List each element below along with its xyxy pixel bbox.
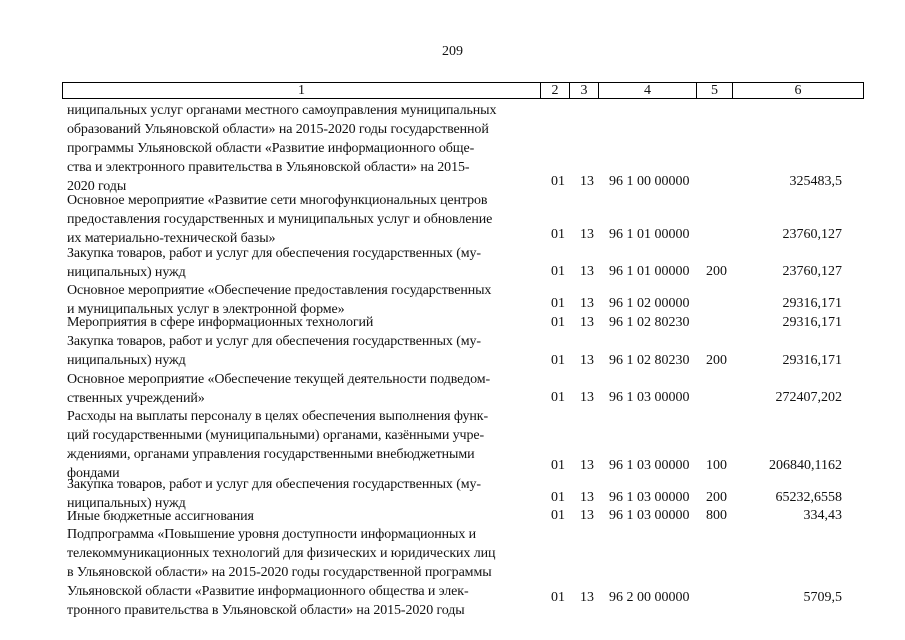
table-row [0, 507, 905, 525]
table-row [0, 407, 905, 481]
amount-value: 29316,171 [782, 315, 842, 330]
table-row [0, 191, 905, 244]
section-code: 01 [551, 227, 565, 242]
description-line: Закупка товаров, работ и услуг для обеспечения государственных (му- [67, 246, 481, 261]
description-line: ниципальных) нужд [67, 353, 186, 368]
section-code: 01 [551, 490, 565, 505]
section-code: 01 [551, 315, 565, 330]
table-row [0, 101, 905, 194]
target-article-code: 96 1 01 00000 [609, 227, 690, 242]
section-code: 01 [551, 296, 565, 311]
row-description [67, 191, 539, 248]
table-header-row [62, 82, 864, 99]
column-header-1: 1 [298, 83, 305, 98]
description-line: Закупка товаров, работ и услуг для обеспечения государственных (му- [67, 477, 481, 492]
column-header-2: 2 [540, 83, 569, 98]
column-header-6: 6 [732, 83, 863, 98]
description-line: Иные бюджетные ассигнования [67, 509, 254, 524]
amount-value: 29316,171 [782, 296, 842, 311]
description-line: их материально-технической базы» [67, 231, 276, 246]
column-header-5: 5 [696, 83, 732, 98]
description-line: Основное мероприятие «Развитие сети многофункциональных центров [67, 193, 488, 208]
row-description [67, 370, 539, 408]
expense-type-code: 200 [706, 490, 727, 505]
amount-value: 325483,5 [789, 174, 842, 189]
expense-type-code: 800 [706, 508, 727, 523]
target-article-code: 96 1 02 00000 [609, 296, 690, 311]
description-line: предоставления государственных и муниципальных услуг и обновление [67, 212, 493, 227]
row-description [67, 244, 539, 282]
row-description [67, 313, 539, 332]
amount-value: 206840,1162 [769, 458, 842, 473]
table-row [0, 525, 905, 618]
subsection-code: 13 [580, 296, 594, 311]
description-line: 2020 годы [67, 179, 127, 194]
row-description [67, 407, 539, 483]
target-article-code: 96 1 02 80230 [609, 315, 690, 330]
amount-value: 29316,171 [782, 353, 842, 368]
description-line: в Ульяновской области» на 2015-2020 годы государственной программы [67, 565, 492, 580]
description-line: Мероприятия в сфере информационных технологий [67, 315, 374, 330]
subsection-code: 13 [580, 315, 594, 330]
description-line: Ульяновской области «Развитие информационного общества и элек- [67, 584, 469, 599]
target-article-code: 96 1 00 00000 [609, 174, 690, 189]
target-article-code: 96 1 03 00000 [609, 490, 690, 505]
subsection-code: 13 [580, 490, 594, 505]
amount-value: 23760,127 [782, 264, 842, 279]
description-line: ниципальных) нужд [67, 265, 186, 280]
subsection-code: 13 [580, 458, 594, 473]
expense-type-code: 100 [706, 458, 727, 473]
subsection-code: 13 [580, 590, 594, 605]
subsection-code: 13 [580, 390, 594, 405]
amount-value: 272407,202 [775, 390, 842, 405]
subsection-code: 13 [580, 174, 594, 189]
description-line: ждениями, органами управления государственными внебюджетными [67, 447, 475, 462]
row-description [67, 507, 539, 526]
section-code: 01 [551, 458, 565, 473]
target-article-code: 96 1 03 00000 [609, 458, 690, 473]
target-article-code: 96 1 01 00000 [609, 264, 690, 279]
subsection-code: 13 [580, 353, 594, 368]
description-line: тронного правительства в Ульяновской области» на 2015-2020 годы [67, 603, 465, 618]
expense-type-code: 200 [706, 264, 727, 279]
table-row [0, 281, 905, 317]
description-line: Основное мероприятие «Обеспечение предоставления государственных [67, 283, 492, 298]
target-article-code: 96 2 00 00000 [609, 590, 690, 605]
target-article-code: 96 1 02 80230 [609, 353, 690, 368]
description-line: ниципальных) нужд [67, 496, 186, 511]
subsection-code: 13 [580, 227, 594, 242]
target-article-code: 96 1 03 00000 [609, 508, 690, 523]
section-code: 01 [551, 390, 565, 405]
description-line: и муниципальных услуг в электронной форме» [67, 302, 345, 317]
table-row [0, 370, 905, 407]
description-line: Основное мероприятие «Обеспечение текущей деятельности подведом- [67, 372, 491, 387]
table-row [0, 475, 905, 511]
amount-value: 65232,6558 [775, 490, 842, 505]
section-code: 01 [551, 508, 565, 523]
section-code: 01 [551, 264, 565, 279]
table-row [0, 332, 905, 370]
description-line: Закупка товаров, работ и услуг для обеспечения государственных (му- [67, 334, 481, 349]
expense-type-code: 200 [706, 353, 727, 368]
subsection-code: 13 [580, 264, 594, 279]
table-row [0, 313, 905, 332]
description-line: Расходы на выплаты персоналу в целях обеспечения выполнения функ- [67, 409, 489, 424]
section-code: 01 [551, 174, 565, 189]
description-line: ций государственными (муниципальными) органами, казёнными учре- [67, 428, 485, 443]
amount-value: 23760,127 [782, 227, 842, 242]
row-description [67, 525, 539, 620]
column-header-4: 4 [598, 83, 696, 98]
table-row [0, 244, 905, 281]
amount-value: 5709,5 [803, 590, 842, 605]
row-description [67, 332, 539, 370]
amount-value: 334,43 [803, 508, 842, 523]
description-line: программы Ульяновской области «Развитие информационного обще- [67, 141, 475, 156]
description-line: ственных учреждений» [67, 391, 205, 406]
page-number: 209 [442, 44, 463, 59]
subsection-code: 13 [580, 508, 594, 523]
row-description [67, 101, 539, 196]
description-line: телекоммуникационных технологий для физических и юридических лиц [67, 546, 496, 561]
description-line: ниципальных услуг органами местного самоуправления муниципальных [67, 103, 497, 118]
column-header-3: 3 [569, 83, 598, 98]
section-code: 01 [551, 590, 565, 605]
section-code: 01 [551, 353, 565, 368]
description-line: образований Ульяновской области» на 2015-2020 годы государственной [67, 122, 489, 137]
description-line: фондами [67, 466, 120, 481]
description-line: Подпрограмма «Повышение уровня доступности информационных и [67, 527, 477, 542]
target-article-code: 96 1 03 00000 [609, 390, 690, 405]
description-line: ства и электронного правительства в Ульяновской области» на 2015- [67, 160, 470, 175]
